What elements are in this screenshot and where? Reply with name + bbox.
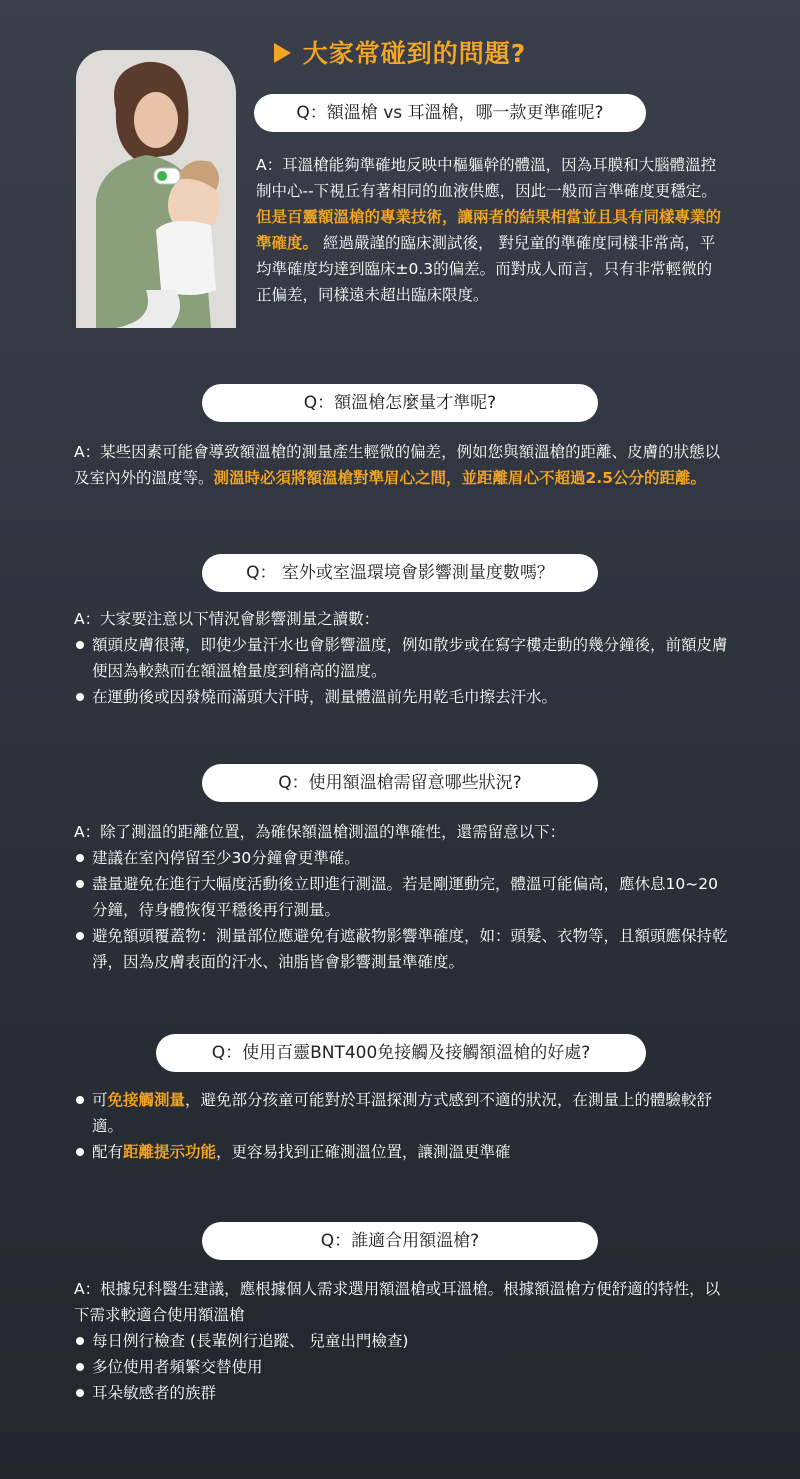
page-title: 大家常碰到的問題? — [0, 34, 800, 70]
question-2: Q：額溫槍怎麼量才準呢? — [202, 384, 598, 422]
answer-2: A：某些因素可能會導致額溫槍的測量產生輕微的偏差，例如您與額溫槍的距離、皮膚的狀態以及室內外的溫度等。測溫時必須將額溫槍對準眉心之間，並距離眉心不超過2.5公分的距離。 — [74, 443, 721, 487]
list-item: 盡量避免在進行大幅度活動後立即進行測溫。若是剛運動完，體溫可能偏高，應休息10~20分鐘，待身體恢復平穩後再行測量。 — [74, 871, 730, 923]
list-item: 耳朵敏感者的族群 — [74, 1380, 730, 1406]
answer-5 — [74, 1087, 730, 1165]
list-item: 每日例行檢查 (長輩例行追蹤、 兒童出門檢查) — [74, 1328, 730, 1354]
answer-4: A：除了測溫的距離位置，為確保額溫槍測溫的準確性，還需留意以下： 建議在室內停留至少30分鐘會更準確。 盡量避免在進行大幅度活動後立即進行測溫。若是剛運動完，體溫可能偏高，應休息10~20分鐘，待身體恢復平穩後再行測量。 避免額頭覆蓋物：測量部位應避免有遮蔽物影響準確度，如：頭髮、衣物等，且額頭應保持乾淨，因為皮膚表面的汗水、油脂皆會影響測量準確度。 — [74, 819, 730, 975]
list-item: 配有距離提示功能，更容易找到正確測溫位置，讓測溫更準確 — [74, 1139, 730, 1165]
question-6: Q：誰適合用額溫槍? — [202, 1222, 598, 1260]
answer-6: A：根據兒科醫生建議，應根據個人需求選用額溫槍或耳溫槍。根據額溫槍方便舒適的特性，以下需求較適合使用額溫槍 每日例行檢查 (長輩例行追蹤、 兒童出門檢查) 多位使用者頻繁交替使用 耳朵敏感者的族群 — [74, 1276, 730, 1406]
question-1: Q：額溫槍 vs 耳溫槍，哪一款更準確呢? — [254, 94, 646, 132]
list-item: 避免額頭覆蓋物：測量部位應避免有遮蔽物影響準確度，如：頭髮、衣物等，且額頭應保持乾淨，因為皮膚表面的汗水、油脂皆會影響測量準確度。 — [74, 923, 730, 975]
question-5: Q：使用百靈BNT400免接觸及接觸額溫槍的好處? — [156, 1034, 646, 1072]
mother-baby-photo — [76, 50, 236, 328]
question-3: Q： 室外或室溫環境會影響測量度數嗎？ — [202, 554, 598, 592]
answer-1: A：耳溫槍能夠準確地反映中樞軀幹的體溫，因為耳膜和大腦體溫控制中心--下視丘有著相同的血液供應，因此一般而言準確度更穩定。 但是百靈額溫槍的專業技術，讓兩者的結果相當並且具有同樣專業的準確度。 經過嚴謹的臨床測試後， 對兒童的準確度同樣非常高，平均準確度均達到臨床±0.3的偏差。而對成人而言，只有非常輕微的正偏差，同樣遠未超出臨床限度。 — [256, 156, 722, 304]
list-item: 額頭皮膚很薄，即使少量汗水也會影響溫度，例如散步或在寫字樓走動的幾分鐘後，前額皮膚便因為較熱而在額溫槍量度到稍高的溫度。 — [74, 632, 730, 684]
play-triangle-icon — [274, 43, 291, 63]
list-item: 建議在室內停留至少30分鐘會更準確。 — [74, 845, 730, 871]
list-item: 在運動後或因發燒而滿頭大汗時，測量體溫前先用乾毛巾擦去汗水。 — [74, 684, 730, 710]
list-item: 可免接觸測量，避免部分孩童可能對於耳溫探測方式感到不適的狀況，在測量上的體驗較舒適。 — [74, 1087, 730, 1139]
question-4: Q：使用額溫槍需留意哪些狀況? — [202, 764, 598, 802]
list-item: 多位使用者頻繁交替使用 — [74, 1354, 730, 1380]
answer-3: A：大家要注意以下情況會影響測量之讀數： 額頭皮膚很薄，即使少量汗水也會影響溫度，例如散步或在寫字樓走動的幾分鐘後，前額皮膚便因為較熱而在額溫槍量度到稍高的溫度。 在運動後或因發燒而滿頭大汗時，測量體溫前先用乾毛巾擦去汗水。 — [74, 606, 730, 710]
